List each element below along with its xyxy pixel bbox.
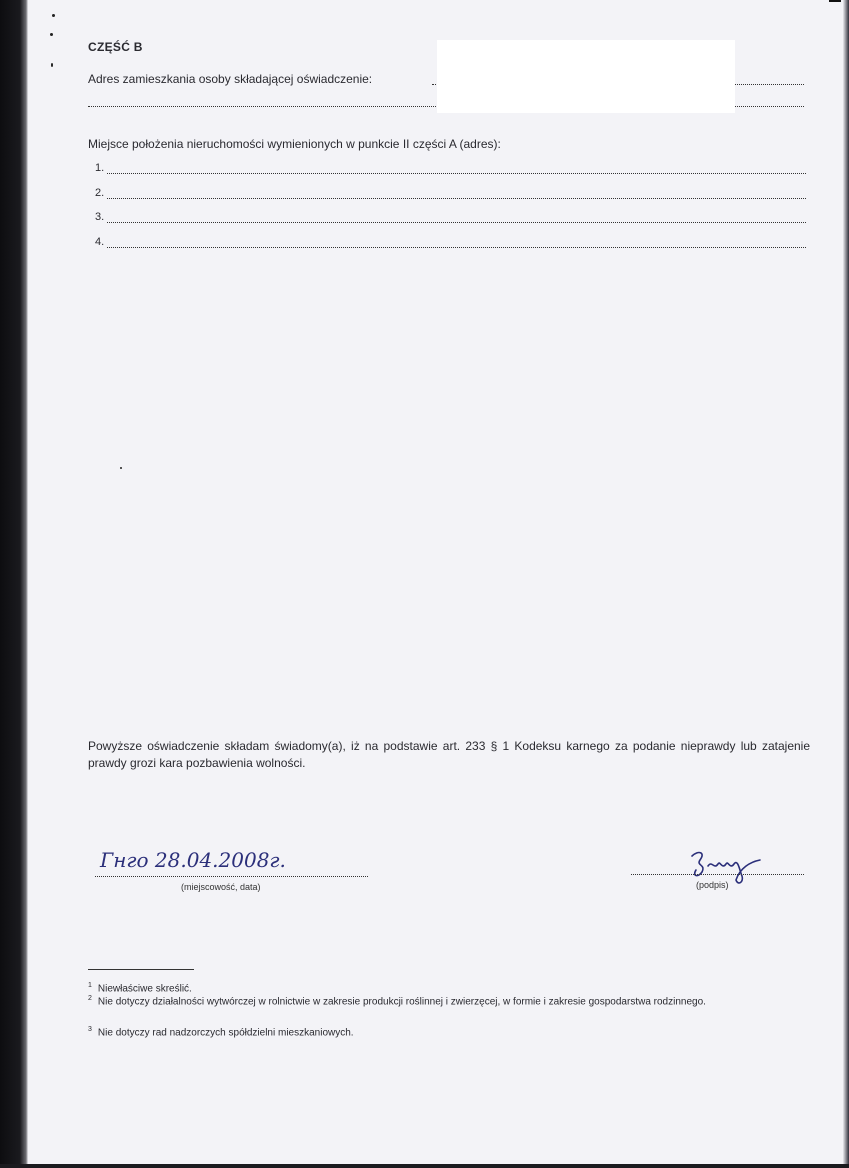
scan-corner-mark (829, 0, 841, 2)
statement-text: Powyższe oświadczenie składam świadomy(a), iż na podstawie art. 233 § 1 Kodeksu karnego za podanie nieprawdy lub zatajenie prawdy grozi kara pozbawienia wolności. (88, 739, 810, 770)
footnote-text: Niewłaściwe skreślić. (97, 983, 192, 995)
footnote-2 (88, 993, 813, 1008)
footnote-3 (88, 1024, 813, 1039)
location-item-number: 1. (95, 162, 105, 174)
scan-bottom-edge (0, 1164, 849, 1168)
footnote-number: 3 (88, 1026, 92, 1033)
section-title: CZĘŚĆ B (88, 40, 143, 54)
footnote-rule (88, 969, 194, 970)
scan-speck (51, 63, 53, 67)
footnote-text: Nie dotyczy działalności wytwórczej w rolnictwie w zakresie produkcji roślinnej i zwierzęcej, w formie i zakresie gospodarstwa rodzinnego. (97, 996, 706, 1008)
scan-speck (52, 14, 55, 17)
signature-caption: (podpis) (696, 880, 729, 890)
location-item-number: 3. (95, 211, 105, 223)
scan-left-edge (0, 0, 28, 1168)
scan-speck (50, 33, 53, 36)
address-label: Adres zamieszkania osoby składającej oświadczenie: (88, 72, 373, 86)
redaction-box (437, 40, 735, 113)
location-line-3[interactable] (107, 222, 806, 223)
location-item-number: 2. (95, 187, 105, 199)
scan-speck (120, 467, 122, 469)
footnote-text: Nie dotyczy rad nadzorczych spółdzielni mieszkaniowych. (97, 1027, 354, 1039)
location-line-1[interactable] (107, 173, 806, 174)
place-date-line[interactable] (95, 876, 368, 877)
location-item-number: 4. (95, 236, 105, 248)
footnote-number: 1 (88, 982, 92, 989)
signature-line[interactable] (631, 874, 804, 875)
scan-right-edge (843, 0, 849, 1168)
location-line-2[interactable] (107, 198, 806, 199)
footnote-number: 2 (88, 995, 92, 1002)
location-label: Miejsce położenia nieruchomości wymienionych w punkcie II części A (adres): (88, 137, 501, 151)
location-line-4[interactable] (107, 247, 806, 248)
place-date-caption: (miejscowość, data) (181, 882, 261, 892)
place-date-handwriting: Гнго 28.04.2008г. (100, 848, 286, 872)
